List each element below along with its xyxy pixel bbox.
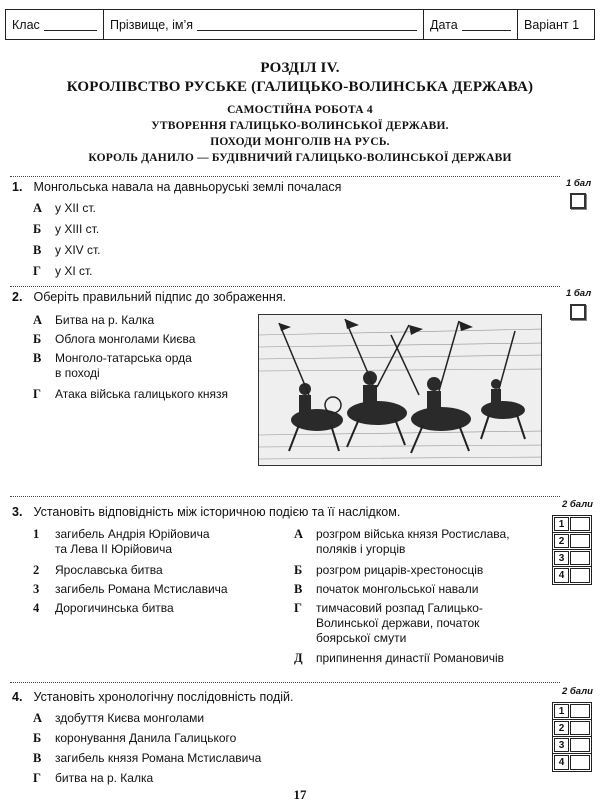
kingdom-title: КОРОЛІВСТВО РУСЬКЕ (ГАЛИЦЬКО-ВОЛИНСЬКА ДЕРЖАВА) [66,79,534,95]
name-field[interactable] [104,10,424,39]
cavalry-charge-illustration [259,315,542,466]
points-label: 1 бал [566,178,592,189]
question-1: 1. Монгольська навала на давньоруські землі почалася [12,180,342,194]
class-label: Клас [12,17,40,32]
answer-cell[interactable] [570,738,590,752]
student-info-header [5,9,595,40]
answer-cell[interactable] [570,721,590,735]
topic-line-3: КОРОЛЬ ДАНИЛО — БУДІВНИЧИЙ ГАЛИЦЬКО-ВОЛИНСЬКОЇ ДЕРЖАВИ [88,152,512,164]
question-text: Установіть хронологічну послідовність подій. [33,690,294,704]
battle-illustration [258,314,542,466]
work-title: САМОСТІЙНА РОБОТА 4 [227,104,373,116]
divider [10,176,560,177]
points-label: 2 бали [562,499,593,510]
answer-cell[interactable] [570,551,590,565]
question-4: 4. Установіть хронологічну послідовність подій. [12,690,294,704]
answer-cell[interactable] [570,568,590,583]
divider [10,682,560,683]
answer-cell[interactable] [570,534,590,548]
sequence-answer-grid: 1 2 3 4 [552,702,592,772]
divider [10,496,560,497]
answer-cell[interactable] [570,704,590,718]
topic-line-1: УТВОРЕННЯ ГАЛИЦЬКО-ВОЛИНСЬКОЇ ДЕРЖАВИ. [151,120,449,132]
variant-label: Варіант 1 [524,17,580,32]
date-label: Дата [430,17,458,32]
name-label: Прізвище, ім’я [110,17,194,32]
points-label: 2 бали [562,686,593,697]
topic-line-2: ПОХОДИ МОНГОЛІВ НА РУСЬ. [210,136,390,148]
answer-box[interactable] [570,304,586,320]
points-label: 1 бал [566,288,592,299]
answer-box[interactable] [570,193,586,209]
class-field[interactable] [6,10,104,39]
section-title: РОЗДІЛ IV. [260,60,340,76]
matching-answer-grid: 1 2 3 4 [552,515,592,585]
page-number: 17 [293,787,307,802]
question-text: Установіть відповідність між історичною подією та її наслідком. [33,505,401,519]
worksheet-page: Клас Прізвище, ім’я Дата Варіант 1 РОЗДІЛ IV. КОРОЛІВСТВО РУСЬКЕ (ГАЛИЦЬКО-ВОЛИНСЬКА ДЕРЖАВА) САМОСТІЙНА РОБОТА 4 УТВОРЕННЯ ГАЛИЦЬКО-ВОЛИНСЬКОЇ ДЕРЖАВИ. ПОХОДИ МОНГОЛІВ НА РУСЬ. КОРОЛЬ ДАНИЛО — БУДІВНИЧИЙ ГАЛИЦЬКО-ВОЛИНСЬКОЇ ДЕРЖАВИ 1 бал 1. Монгольська навала на давньоруські землі почалася А у XII ст. Б у XIII ст. В у XIV ст. Г у XI ст. 1 бал 2. Оберіть правильний підпис до зображення. А Битва на р. Калка Б Облога монголами Києва В Монголо-татарська орда в поході Г Атака війська галицького князя 2 бали 1 2 3 4 3. Установіть відповідність між історичною подією та її наслідком. 1 загибель Андрія Юрійовича та Лева II Юрійовича 2 Ярославська битва 3 загибель Романа Мстиславича 4 Дорогичинська битва А розгром війська князя Ростислава, поляків і угорців Б розгром рицарів-хрестоносців В початок монгольської навали Г тимчасовий розпад Галицько- Волинської держави, початок боярської смути Д припинення династії Романовичів 2 бали 1 2 3 4 4. Установіть хронологічну послідовність подій. А здобуття Києва монголами Б коронування Данила Галицького В загибель князя Романа Мстиславича Г битва на р. Калка 17 [0,0,600,809]
answer-cell[interactable] [570,755,590,770]
question-text: Оберіть правильний підпис до зображення. [33,290,287,304]
answer-cell[interactable] [570,517,590,531]
divider [10,286,560,287]
date-field[interactable] [424,10,518,39]
question-text: Монгольська навала на давньоруські землі почалася [33,180,342,194]
question-3: 3. Установіть відповідність між історичною подією та її наслідком. [12,505,401,519]
question-2: 2. Оберіть правильний підпис до зображення. [12,290,287,304]
